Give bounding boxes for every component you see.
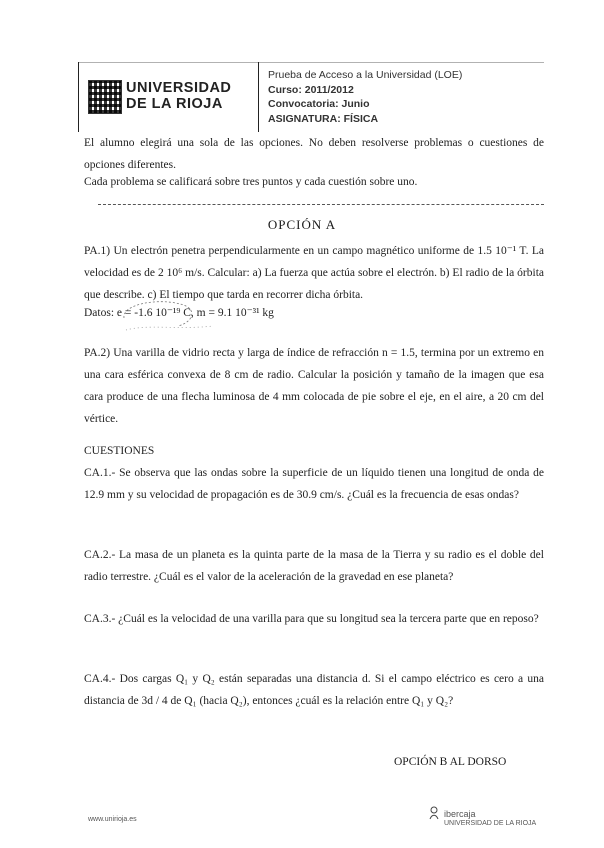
option-b-note: OPCIÓN B AL DORSO (394, 756, 507, 768)
exam-title: Prueba de Acceso a la Universidad (LOE) (268, 69, 463, 81)
cuestiones-title: CUESTIONES (84, 445, 155, 457)
exam-course: Curso: 2011/2012 (268, 83, 354, 96)
university-name-line-2: DE LA RIOJA (126, 96, 223, 112)
header-left-border (78, 62, 79, 132)
university-name-line-1: UNIVERSIDAD (126, 80, 232, 96)
exam-subject: ASIGNATURA: FÍSICA (268, 112, 379, 125)
cuestion-ca2: CA.2.- La masa de un planeta es la quinta parte de la masa de la Tierra y su radio es el doble del radio terrestre. ¿Cuál es el valor de la aceleración de la gravedad en ese planeta? (84, 549, 544, 583)
option-a-title: OPCIÓN A (267, 217, 337, 232)
header-divider (258, 62, 259, 132)
header-top-border (78, 62, 544, 63)
problem-pa1: PA.1) Un electrón penetra perpendicularmente en un campo magnético uniforme de 1.5 10⁻¹ T. La velocidad es de 2 10⁶ m/s. Calcular: a) La fuerza que actúa sobre el electrón. b) El radio de la órbita que describe. c) El tiempo que tarda en recorrer dicha órbita. (84, 245, 544, 301)
footer-website: www.unirioja.es (88, 816, 137, 823)
problem-pa2: PA.2) Una varilla de vidrio recta y larga de índice de refracción n = 1.5, termina por un extremo en una cara esférica convexa de 8 cm de radio. Calcular la posición y tamaño de la imagen que esa cara produce de una flecha luminosa de 4 mm colocada de pie sobre el eje, en el aire, a 20 cm del vértice. (84, 347, 544, 425)
separator-line (98, 204, 544, 205)
cuestion-ca3: CA.3.- ¿Cuál es la velocidad de una varilla para que su longitud sea la tercera parte que en reposo? (84, 613, 539, 625)
university-logo-icon (88, 80, 122, 114)
ibercaja-logo-icon (428, 806, 440, 820)
exam-call: Convocatoria: Junio (268, 98, 370, 110)
sponsor-name: ibercaja (444, 809, 476, 819)
university-name (126, 80, 231, 112)
cuestion-ca1: CA.1.- Se observa que las ondas sobre la superficie de un líquido tienen una longitud de onda de 12.9 mm y su velocidad de propagación es de 30.9 cm/s. ¿Cuál es la frecuencia de esas ondas? (84, 467, 544, 501)
sponsor-sub: UNIVERSIDAD DE LA RIOJA (444, 820, 537, 827)
instruction-2: Cada problema se calificará sobre tres puntos y cada cuestión sobre uno. (84, 176, 418, 188)
problem-pa1-data: Datos: e = -1.6 10⁻¹⁹ C, m = 9.1 10⁻³¹ kg (84, 307, 274, 319)
cuestion-ca4: CA.4.- Dos cargas Q₁ y Q₂ están separadas una distancia d. Si el campo eléctrico es cero a una distancia de 3d / 4 de Q₁ (hacia Q₂), entonces ¿cuál es la relación entre Q₁ y Q₂? (84, 673, 544, 707)
footer-sponsor (444, 810, 536, 828)
instruction-1: El alumno elegirá una sola de las opciones. No deben resolverse problemas o cuestiones de opciones diferentes. (84, 137, 544, 171)
handwritten-annotation (118, 296, 228, 336)
exam-info (268, 68, 462, 126)
